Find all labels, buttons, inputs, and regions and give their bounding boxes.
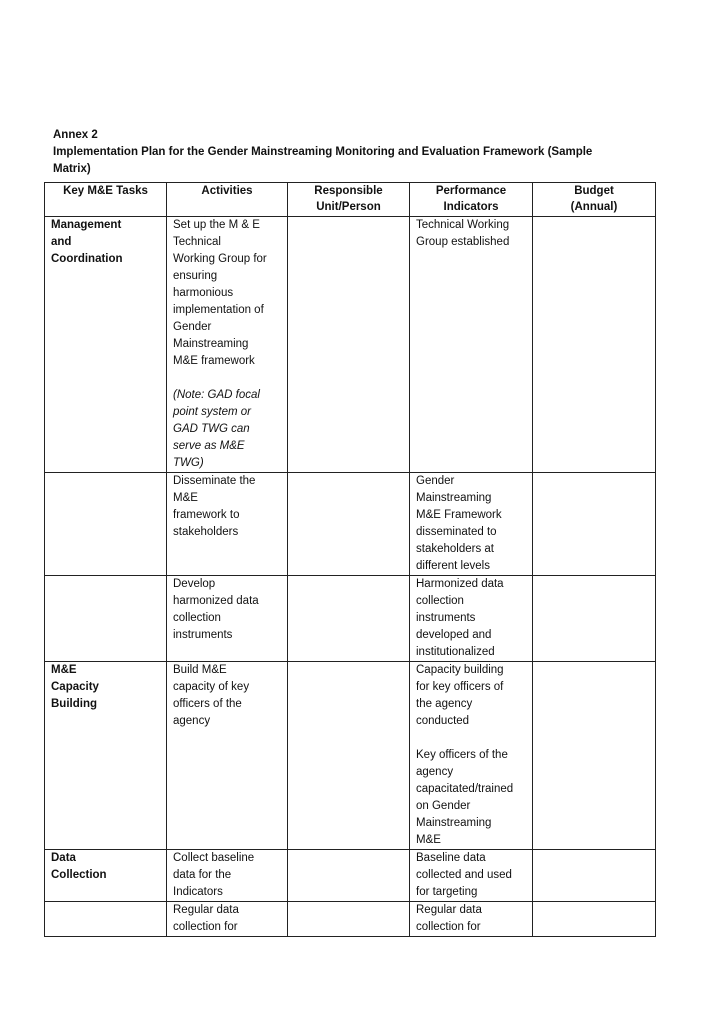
cell-text: Disseminate the <box>173 475 256 487</box>
cell-text: for targeting <box>416 886 478 898</box>
budget-cell <box>533 576 656 662</box>
cell-text: harmonious <box>173 287 234 299</box>
cell-text: collection <box>173 612 221 624</box>
cell-text: officers of the <box>173 698 242 710</box>
key-task-cell <box>45 576 167 662</box>
cell-text: M&E Framework <box>416 509 502 521</box>
cell-text: stakeholders <box>173 526 239 538</box>
cell-text: and <box>51 236 72 248</box>
cell-text: disseminated to <box>416 526 497 538</box>
column-key-tasks-header <box>45 183 167 217</box>
cell-text: Coordination <box>51 253 123 265</box>
header-text: Responsible <box>314 185 383 197</box>
column-budget-header <box>533 183 656 217</box>
cell-text: collection for <box>173 921 238 933</box>
table-row <box>45 217 656 473</box>
column-indicators-header <box>410 183 533 217</box>
cell-text: Baseline data <box>416 852 486 864</box>
cell-text: serve as M&E <box>173 440 245 452</box>
indicator-cell <box>410 850 533 902</box>
budget-cell <box>533 473 656 576</box>
key-task-cell <box>45 662 167 850</box>
table-body <box>45 217 656 937</box>
cell-text: Regular data <box>416 904 482 916</box>
responsible-cell <box>288 850 410 902</box>
activity-cell <box>167 473 288 576</box>
cell-text: Harmonized data <box>416 578 504 590</box>
responsible-cell <box>288 473 410 576</box>
document-title-line-1: Implementation Plan for the Gender Mainstreaming Monitoring and Evaluation Framework (Sample <box>53 146 593 158</box>
cell-text: on Gender <box>416 800 471 812</box>
cell-text: instruments <box>416 612 476 624</box>
key-task-cell <box>45 217 167 473</box>
cell-text: Capacity <box>51 681 99 693</box>
cell-text: TWG) <box>173 457 204 469</box>
cell-text: Collect baseline <box>173 852 255 864</box>
cell-text: Key officers of the <box>416 749 508 761</box>
cell-text: (Note: GAD focal <box>173 389 260 401</box>
cell-text: Management <box>51 219 122 231</box>
cell-text: M&E <box>173 492 198 504</box>
key-task-cell <box>45 473 167 576</box>
table-row <box>45 662 656 850</box>
cell-text: data for the <box>173 869 232 881</box>
header-text: Indicators <box>443 201 499 213</box>
cell-text: Data <box>51 852 76 864</box>
cell-text: the agency <box>416 698 473 710</box>
header-text: (Annual) <box>570 201 618 213</box>
responsible-cell <box>288 902 410 937</box>
cell-text: institutionalized <box>416 646 495 658</box>
responsible-cell <box>288 576 410 662</box>
cell-text: capacitated/trained <box>416 783 514 795</box>
header-text: Budget <box>574 185 614 197</box>
cell-text: for key officers of <box>416 681 504 693</box>
cell-text: Capacity building <box>416 664 504 676</box>
document-title-line-2: Matrix) <box>53 163 91 175</box>
annex-label: Annex 2 <box>53 129 98 141</box>
cell-text: Building <box>51 698 97 710</box>
cell-text: M&E framework <box>173 355 255 367</box>
budget-cell <box>533 902 656 937</box>
cell-text: collected and used <box>416 869 512 881</box>
cell-text: framework to <box>173 509 240 521</box>
indicator-cell <box>410 473 533 576</box>
cell-text: point system or <box>173 406 251 418</box>
column-activities-header <box>167 183 288 217</box>
cell-text: agency <box>173 715 211 727</box>
header-text: Key M&E Tasks <box>63 185 148 197</box>
responsible-cell <box>288 217 410 473</box>
blank-line <box>416 730 529 747</box>
responsible-cell <box>288 662 410 850</box>
budget-cell <box>533 217 656 473</box>
header-text: Unit/Person <box>316 201 381 213</box>
cell-text: different levels <box>416 560 490 572</box>
activity-cell <box>167 850 288 902</box>
cell-text: Technical <box>173 236 221 248</box>
cell-text: conducted <box>416 715 470 727</box>
cell-text: Collection <box>51 869 107 881</box>
cell-text: Set up the M & E <box>173 219 260 231</box>
cell-text: Mainstreaming <box>416 817 492 829</box>
cell-text: implementation of <box>173 304 264 316</box>
table-row <box>45 902 656 937</box>
budget-cell <box>533 850 656 902</box>
cell-text: developed and <box>416 629 492 641</box>
activity-cell <box>167 217 288 473</box>
cell-text: stakeholders at <box>416 543 494 555</box>
activity-cell <box>167 576 288 662</box>
cell-text: harmonized data <box>173 595 259 607</box>
cell-text: GAD TWG can <box>173 423 250 435</box>
column-responsible-header <box>288 183 410 217</box>
cell-text: agency <box>416 766 454 778</box>
budget-cell <box>533 662 656 850</box>
implementation-matrix <box>44 182 656 937</box>
key-task-cell <box>45 902 167 937</box>
cell-text: capacity of key <box>173 681 250 693</box>
indicator-cell <box>410 902 533 937</box>
key-task-cell <box>45 850 167 902</box>
cell-text: ensuring <box>173 270 218 282</box>
cell-text: Gender <box>416 475 455 487</box>
indicator-cell <box>410 217 533 473</box>
activity-cell <box>167 662 288 850</box>
table-row <box>45 850 656 902</box>
cell-text: collection for <box>416 921 481 933</box>
activity-cell <box>167 902 288 937</box>
table-row <box>45 473 656 576</box>
cell-text: Gender <box>173 321 212 333</box>
indicator-cell <box>410 576 533 662</box>
cell-text: M&E <box>416 834 441 846</box>
header-text: Activities <box>201 185 253 197</box>
cell-text: Indicators <box>173 886 223 898</box>
cell-text: collection <box>416 595 464 607</box>
cell-text: M&E <box>51 664 77 676</box>
cell-text: Mainstreaming <box>416 492 492 504</box>
header-text: Performance <box>435 185 507 197</box>
cell-text: instruments <box>173 629 233 641</box>
table-row <box>45 576 656 662</box>
cell-text: Technical Working <box>416 219 510 231</box>
document-heading <box>53 127 643 178</box>
indicator-cell <box>410 662 533 850</box>
cell-text: Build M&E <box>173 664 227 676</box>
blank-line <box>173 370 284 387</box>
cell-text: Mainstreaming <box>173 338 249 350</box>
cell-text: Develop <box>173 578 216 590</box>
cell-text: Group established <box>416 236 510 248</box>
cell-text: Working Group for <box>173 253 267 265</box>
cell-text: Regular data <box>173 904 239 916</box>
table-header-row <box>45 183 656 217</box>
